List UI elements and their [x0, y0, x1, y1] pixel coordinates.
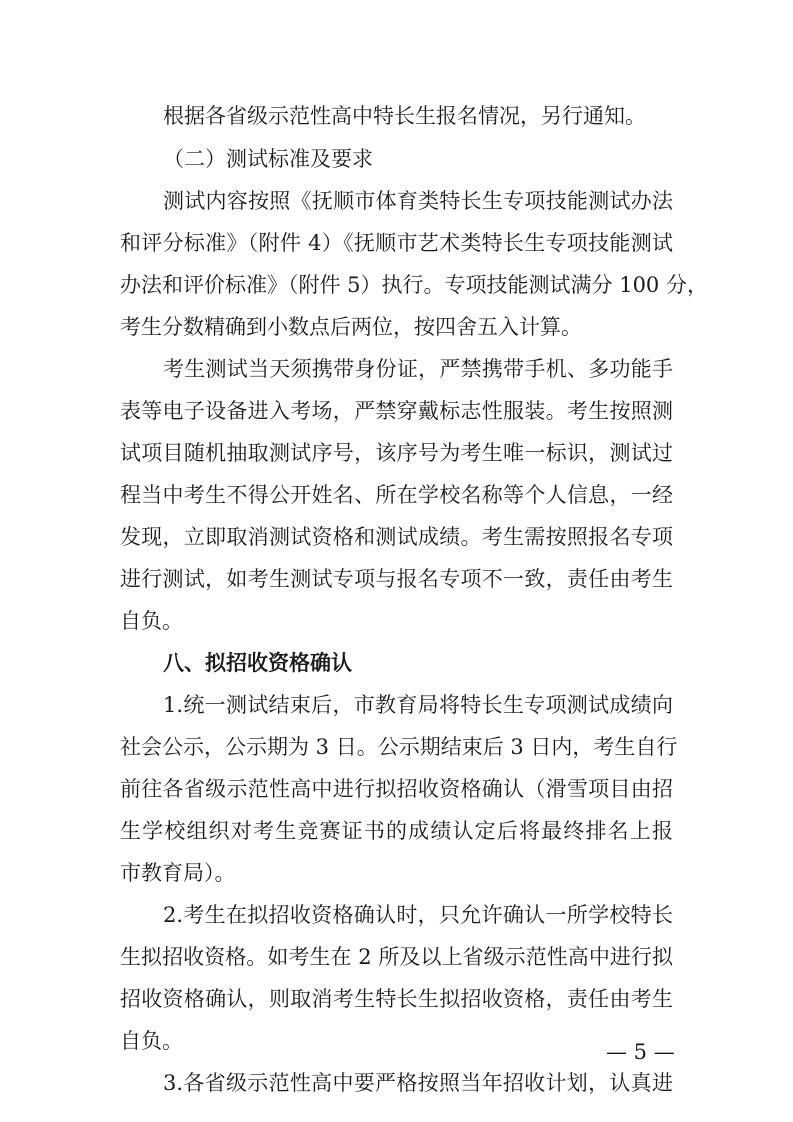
- paragraph-line: 社会公示，公示期为 3 日。公示期结束后 3 日内，考生自行: [120, 735, 678, 759]
- paragraph-line: 和评分标准》（附件 4）《抚顺市艺术类特长生专项技能测试: [120, 231, 673, 255]
- paragraph-line: 测试内容按照《抚顺市体育类特长生专项技能测试办法: [163, 189, 673, 213]
- paragraph-line: 生拟招收资格。如考生在 2 所及以上省级示范性高中进行拟: [120, 945, 673, 969]
- page-number: — 5 —: [606, 1040, 675, 1064]
- paragraph-line: 2.考生在拟招收资格确认时，只允许确认一所学校特长: [163, 903, 673, 927]
- paragraph-line: 自负。: [120, 609, 183, 633]
- paragraph-line: 3.各省级示范性高中要严格按照当年招收计划，认真进: [163, 1071, 673, 1095]
- paragraph-line: 试项目随机抽取测试序号，该序号为考生唯一标识，测试过: [120, 441, 673, 465]
- paragraph-line: 自负。: [120, 1029, 183, 1053]
- paragraph-line: 发现，立即取消测试资格和测试成绩。考生需按照报名专项: [120, 525, 673, 549]
- paragraph-line: 市教育局）。: [120, 861, 236, 885]
- paragraph-line: 程当中考生不得公开姓名、所在学校名称等个人信息，一经: [120, 483, 673, 507]
- paragraph-line: 考生分数精确到小数点后两位，按四舍五入计算。: [120, 315, 582, 339]
- paragraph-line: 1.统一测试结束后，市教育局将特长生专项测试成绩向: [163, 693, 673, 717]
- paragraph-line: 办法和评价标准》（附件 5）执行。专项技能测试满分 100 分，: [120, 273, 708, 297]
- paragraph-line: 表等电子设备进入考场，严禁穿戴标志性服装。考生按照测: [120, 399, 673, 423]
- section-heading-admission-confirmation: 八、拟招收资格确认: [163, 651, 352, 675]
- section-heading-test-standards: （二）测试标准及要求: [163, 147, 373, 171]
- paragraph-line: 生学校组织对考生竞赛证书的成绩认定后将最终排名上报: [120, 819, 673, 843]
- paragraph-line: 前往各省级示范性高中进行拟招收资格确认（滑雪项目由招: [120, 777, 673, 801]
- paragraph-line: 考生测试当天须携带身份证，严禁携带手机、多功能手: [163, 357, 673, 381]
- paragraph-line: 招收资格确认，则取消考生特长生拟招收资格，责任由考生: [120, 987, 673, 1011]
- paragraph-line: 根据各省级示范性高中特长生报名情况，另行通知。: [163, 104, 646, 128]
- paragraph-line: 进行测试，如考生测试专项与报名专项不一致，责任由考生: [120, 567, 673, 591]
